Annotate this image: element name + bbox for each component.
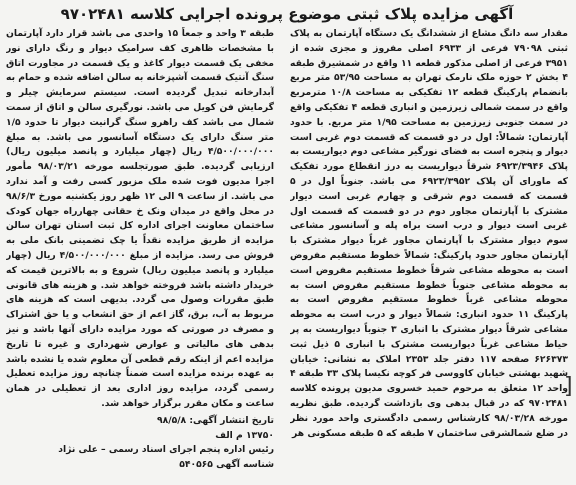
reference-code: ۱۳۷۵۰ م الف (215, 429, 274, 441)
publish-date: تاریخ انتشار آگهی: ۹۸/۵/۸ (157, 414, 274, 426)
notice-column-left (6, 27, 274, 482)
margin-bracket-mark: ] (564, 374, 573, 399)
notice-signature-block (6, 414, 274, 473)
notice-column-right (290, 27, 568, 482)
notice-columns (6, 27, 568, 482)
notice-title: آگهی مزایده پلاک ثبتی موضوع پرونده اجرایی کلاسه ۹۷۰۲۴۸۱ (60, 5, 514, 23)
ad-identifier: شناسه آگهی ۵۴۰۵۶۵ (179, 459, 274, 471)
notice-body-left: طبقه ۳ واحد و جمعاً ۱۵ واحدی می باشد قرار دارد آپارتمان با مشخصات ظاهری کف سرامیک دیوار و رنگ دارای نور مخفی یک قسمت دیوار کاغذ و یک قسمت در مجاورت اتاق سنگ آنتیک قسمت آشپزخانه به سالن اضافه شده و حمام به آبدارخانه تبدیل گردیده است. سیستم سرمایش چیلر و گرمایش فن کویل می باشد. نورگیری سالن و اتاق از سمت شمال می باشد کف راهرو سنگ گرانیت دیوار تا حدود ۱/۵ متر سنگ دارای یک دستگاه آسانسور می باشد. به مبلغ ۴/۵۰۰/۰۰۰/۰۰۰ ریال (چهار میلیارد و پانصد میلیون ریال) ارزیابی گردیده. طبق صورتجلسه مورخه ۹۸/۰۳/۲۱ مأمور اجرا مدیون فوت شده ملک مزبور کسی رفت و آمد ندارد می باشد. از ساعت ۹ الی ۱۲ ظهر روز یکشنبه مورخ ۹۸/۶/۳ در محل واقع در میدان ونک خ حقانی چهارراه جهان کودک ساختمان معاونت اجرای اداره کل ثبت استان تهران سالن مزایده از طریق مزایده نقداً یا چک تضمینی بانک ملی به فروش می رسد. مزایده از مبلغ ۴/۵۰۰/۰۰۰/۰۰۰ ریال (چهار میلیارد و پانصد میلیون ریال) شروع و به بالاترین قیمت که خریدار داشته باشد فروخته خواهد شد. و هزینه های قانونی طبق مقررات وصول می گردد. بدیهی است که هزینه های مربوط به آب، برق، گاز اعم از حق انشعاب و یا حق اشتراک و مصرف در صورتی که مورد مزایده دارای آنها باشد و نیز بدهی های مالیاتی و عوارض شهرداری و غیره تا تاریخ مزایده اعم از اینکه رقم قطعی آن معلوم شده یا نشده باشد به عهده برنده مزایده است ضمناً چنانچه روز مزایده تعطیل رسمی گردد، مزایده روز اداری بعد از تعطیلی در همان ساعت و مکان مقرر برگزار خواهد شد. (6, 28, 274, 409)
notice-body-right: مقدار سه دانگ مشاع از ششدانگ یک دستگاه آپارتمان به پلاک ثبتی ۷۹۰۹۸ فرعی از ۶۹۳۳ اصلی مفروز و مجزی شده از ۳۹۵۱ فرعی از اصلی مذکور قطعه ۱۱ واقع در شمشیرق طبقه ۴ بخش ۲ حوزه ملک نارمک تهران به مساحت ۵۳/۹۵ متر مربع بانضمام پارکینگ قطعه ۱۲ تفکیکی به مساحت ۱۰/۸ مترمربع واقع در سمت شمالی زیرزمین و انباری قطعه ۴ تفکیکی واقع در سمت جنوبی زیرزمین به مساحت ۱/۹۵ متر مربع. با حدود آپارتمان: شمالاً: اول در دو قسمت که قسمت دوم غربی است دیوار و پنجره است به فضای نورگیر مشاعی دوم دیواریست به پلاک ۶۹۲۳/۳۹۴۶ شرقاً دیواریست به درز انقطاع مورد تفکیک که ماورای آن پلاک ۶۹۲۳/۳۹۵۲ می باشد. جنوباً اول در ۵ قسمت که قسمت دوم شرقی و چهارم غربی است دیوار مشترک با آپارتمان مجاور دوم در دو قسمت که قسمت اول غربی است دیوار و درب است براه پله و آسانسور مشاعی سوم دیوار مشترک با آپارتمان مجاور غرباً دیوار مشترک با آپارتمان مجاور حدود پارکینگ: شمالاً خطوط مستقیم مفروض است به محوطه مشاعی شرقاً خطوط مستقیم مفروض است به محوطه مشاعی جنوباً خطوط مستقیم مفروض است به محوطه مشاعی غرباً خطوط مستقیم مفروض است به پارکینگ ۱۱ حدود انباری: شمالاً دیوار و درب است به محوطه مشاعی شرقاً دیوار مشترک با انباری ۳ جنوباً دیواریست به پر حیاط مشاعی غرباً دیواریست مشترک با انباری ۵ ذیل ثبت ۶۲۶۳۷۳ صفحه ۱۱۷ دفتر جلد ۲۳۵۳ املاک به نشانی: خیابان شهید بهشتی خیابان کاووسی فر کوچه نکیسا پلاک ۳۳ طبقه ۴ واحد ۱۲ متعلق به مرحوم حمید خسروی مدیون پرونده کلاسه ۹۷۰۲۴۸۱ که در قبال بدهی وی بازداشت گردیده. طبق نظریه مورخه ۹۸/۰۳/۲۸ کارشناس رسمی دادگستری واحد مورد نظر در ضلع شمالشرقی ساختمان ۷ طبقه که ۵ طبقه مسکونی هر (290, 28, 568, 439)
signatory: رئیس اداره پنجم اجرای اسناد رسمی – علی نژاد (58, 444, 274, 456)
